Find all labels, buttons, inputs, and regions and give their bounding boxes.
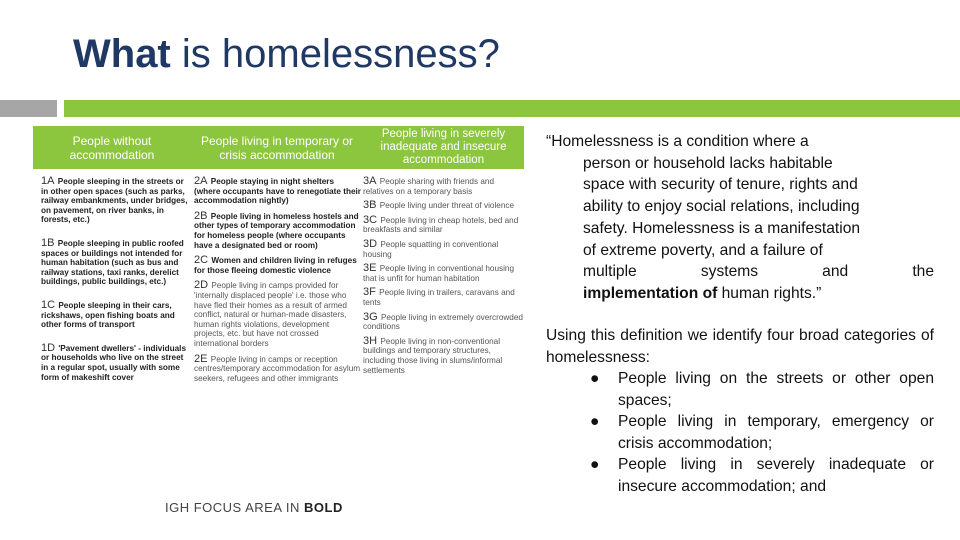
categories-intro: Using this definition we identify four broad categories of homelessness:	[546, 327, 934, 366]
header-temporary-accommodation: People living in temporary or crisis accommodation	[200, 133, 354, 162]
category-text: People living in extremely overcrowded conditions	[363, 312, 523, 332]
quote-line-6: of extreme poverty, and a failure of	[583, 241, 823, 259]
category-code: 3E	[363, 262, 377, 275]
header-without-accommodation: People without accommodation	[69, 133, 155, 162]
accent-bar-green	[64, 100, 960, 117]
quote-line-7: multiple systems and the	[583, 263, 934, 281]
homelessness-classification-figure	[33, 126, 524, 526]
category-item-3f	[363, 288, 523, 307]
category-item-2d	[194, 281, 362, 348]
definition-quote	[546, 131, 934, 305]
category-code: 2D	[194, 279, 209, 292]
category-item-3a	[363, 177, 523, 196]
bullet-text: People living in temporary, emergency or crisis accommodation;	[618, 413, 934, 452]
quote-line-5: safety. Homelessness is a manifestation	[583, 219, 861, 237]
quote-line-1: “Homelessness is a condition where a	[546, 133, 809, 150]
category-text: People living in camps provided for 'internally displaced people' i.e. those who have fled their homes as a result of armed conflict, natural or human-made disasters, human rights violations, development projects, etc. but have not crossed international borders	[194, 281, 347, 348]
category-item-2e	[194, 352, 362, 384]
quote-line-3: space with security of tenure, rights and	[583, 176, 858, 194]
category-code: 2E	[194, 352, 208, 365]
category-code: 3A	[363, 175, 377, 187]
category-text: Women and children living in refuges for those fleeing domestic violence	[194, 256, 357, 275]
category-code: 3B	[363, 199, 377, 212]
category-code: 1D	[41, 341, 56, 354]
category-code: 3C	[363, 213, 378, 226]
column-inadequate-accommodation	[363, 177, 523, 380]
category-text: People living in conventional housing that is unfit for human habitation	[363, 264, 515, 283]
bullet-text: People living in severely inadequate or insecure accommodation; and	[618, 456, 934, 495]
quote-line-8	[546, 283, 934, 305]
bullet-icon: ●	[590, 413, 600, 430]
header-inadequate-accommodation: People living in severely inadequate and insecure accommodation	[380, 128, 507, 166]
category-text: People living in camps or reception centres/temporary accommodation for asylum seekers, refugees and other immigrants	[194, 354, 361, 383]
category-text: People sleeping in public roofed spaces or buildings not intended for human habitation (such as bus and railway stations, taxi ranks, derelict buildings, public buildings, etc.)	[41, 238, 184, 287]
category-item-3e	[363, 264, 523, 283]
category-code: 2B	[194, 209, 208, 222]
bullet-text: People living on the streets or other open spaces;	[618, 370, 934, 409]
figure-footer-normal: IGH FOCUS AREA IN	[165, 500, 305, 515]
category-text: People sleeping in the streets or in other open spaces (such as parks, railway embankments, under bridges, on pavement, on river banks, in forests, etc.)	[41, 177, 188, 225]
category-text: People living in non-conventional buildings and temporary structures, including those living in slums/informal settlements	[363, 336, 503, 375]
category-item-1c	[41, 298, 191, 330]
category-code: 3G	[363, 310, 378, 323]
category-text: People living under threat of violence	[379, 201, 515, 211]
bullet-icon: ●	[590, 456, 600, 473]
category-text: People sharing with friends and relatives on a temporary basis	[363, 177, 494, 196]
category-item-3d	[363, 237, 523, 259]
category-item-3c	[363, 213, 523, 235]
category-text: People living in trailers, caravans and tents	[363, 288, 515, 307]
bullet-icon: ●	[590, 370, 600, 387]
quote-line-4: ability to enjoy social relations, including	[583, 198, 860, 216]
category-item-3g	[363, 310, 523, 332]
category-code: 1A	[41, 175, 55, 187]
figure-header	[33, 126, 524, 169]
list-item	[590, 454, 934, 497]
slide-title-bold: What	[73, 32, 171, 76]
category-text: People living in cheap hotels, bed and breakfasts and similar	[363, 215, 519, 235]
column-without-accommodation	[41, 177, 191, 388]
category-item-2a	[194, 177, 362, 206]
category-code: 2C	[194, 254, 209, 267]
slide-title	[73, 32, 500, 77]
slide-title-rest: is homelessness?	[170, 32, 500, 76]
category-text: 'Pavement dwellers' - individuals or households who live on the street in a regular spot, usually with some form of makeshift cover	[41, 343, 187, 382]
list-item	[590, 411, 934, 454]
category-item-1b	[41, 236, 191, 287]
category-item-1a	[41, 177, 191, 225]
category-code: 3D	[363, 237, 378, 250]
quote-line-2: person or household lacks habitable	[583, 154, 833, 172]
accent-bar-gray	[0, 100, 57, 117]
category-item-2c	[194, 256, 362, 275]
category-text: People living in homeless hostels and other types of temporary accommodation for homeless people (where occupants have a designated bed or room)	[194, 211, 359, 250]
list-item	[590, 368, 934, 411]
category-code: 3F	[363, 286, 376, 299]
categories-list	[590, 368, 934, 497]
category-code: 3H	[363, 334, 378, 347]
category-item-2b	[194, 209, 362, 250]
category-item-3b	[363, 201, 523, 211]
quote-ending: human rights.”	[717, 284, 822, 302]
category-text: People sleeping in their cars, rickshaws, open fishing boats and other forms of transport	[41, 300, 175, 330]
category-text: People staying in night shelters (where occupants have to renegotiate their accommodation nightly)	[194, 177, 361, 206]
category-code: 1C	[41, 298, 56, 311]
category-item-3h	[363, 334, 523, 375]
column-temporary-accommodation	[194, 177, 362, 389]
quote-bold-phrase: implementation of	[583, 284, 718, 302]
figure-footer-bold: BOLD	[304, 500, 343, 515]
figure-footer	[165, 500, 343, 515]
category-item-1d	[41, 341, 191, 382]
category-code: 1B	[41, 236, 55, 249]
category-text: People squatting in conventional housing	[363, 239, 499, 259]
category-code: 2A	[194, 175, 208, 187]
